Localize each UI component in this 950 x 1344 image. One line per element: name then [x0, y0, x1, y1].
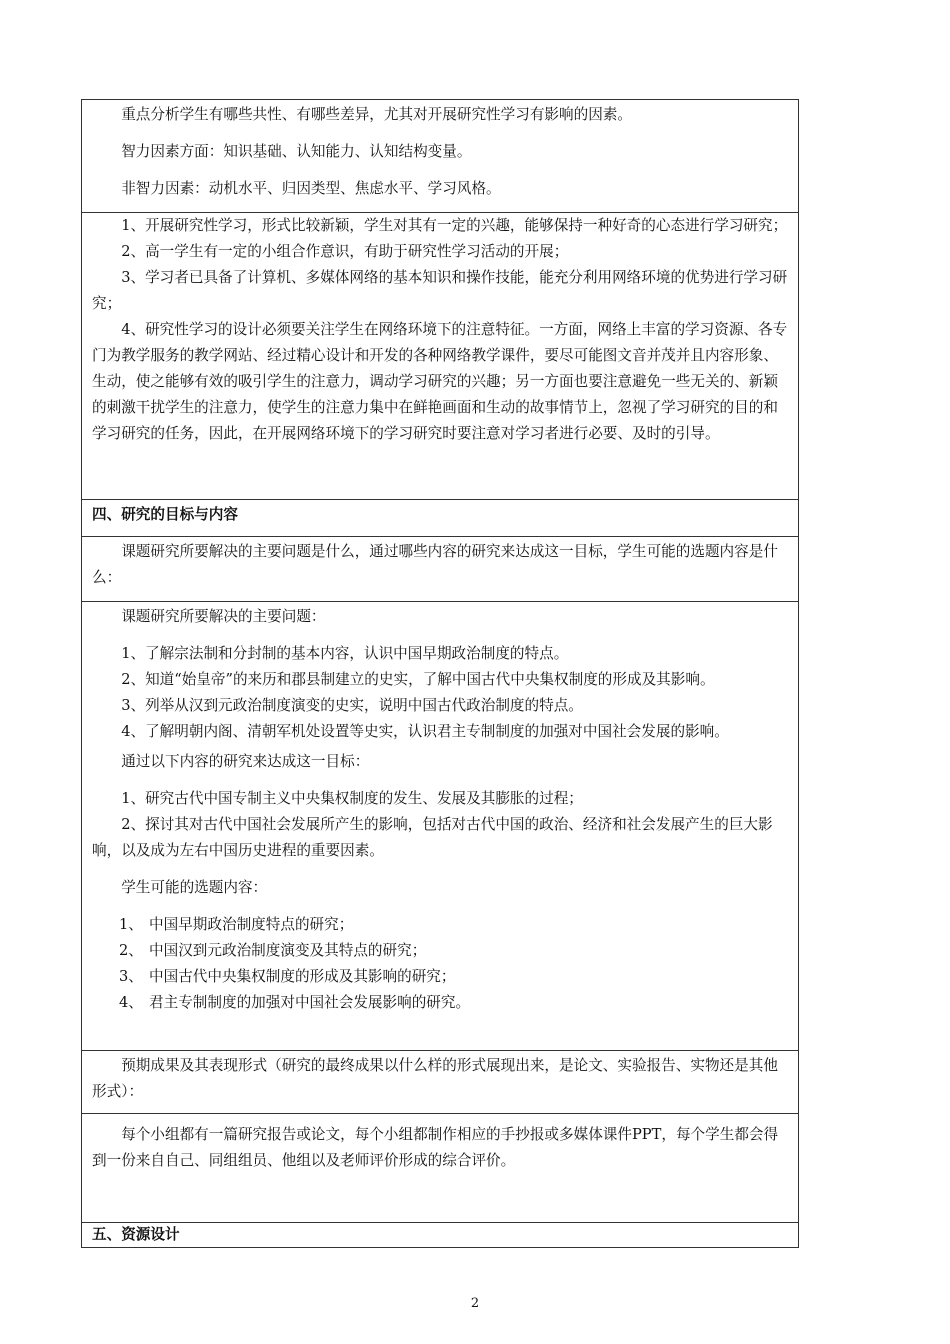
section-heading: 五、资源设计 [92, 1226, 180, 1243]
topic-item: 2、 中国汉到元政治制度演变及其特点的研究； [119, 942, 427, 959]
analysis-line: 非智力因素：动机水平、归因类型、焦虑水平、学习风格。 [121, 180, 501, 197]
topic-item: 1、 中国早期政治制度特点的研究； [119, 916, 354, 933]
feature-item: 3、学习者已具备了计算机、多媒体网络的基本知识和操作技能，能充分利用网络环境的优势进行学习研究； [92, 269, 788, 312]
means-item: 1、研究古代中国专制主义中央集权制度的发生、发展及其膨胀的过程； [121, 790, 583, 807]
section4-prompt-row [82, 537, 799, 602]
section-heading: 四、研究的目标与内容 [92, 506, 238, 523]
feature-item: 4、研究性学习的设计必须要关注学生在网络环境下的注意特征。一方面，网络上丰富的学习资源、各专门为教学服务的教学网站、经过精心设计和开发的各种网络教学课件，要尽可能图文音并茂并且内容形象、生动，使之能够有效的吸引学生的注意力，调动学习研究的兴趣；另一方面也要注意避免一些无关的、新颖的刺激干扰学生的注意力，使学生的注意力集中在鲜艳画面和生动的故事情节上，忽视了学习研究的目的和学习研究的任务，因此，在开展网络环境下的学习研究时要注意对学习者进行必要、及时的引导。 [92, 321, 788, 442]
analysis-row [82, 100, 799, 213]
means-item: 2、探讨其对古代中国社会发展所产生的影响，包括对古代中国的政治、经济和社会发展产生的巨大影响，以及成为左右中国历史进程的重要因素。 [92, 816, 773, 859]
means-title: 通过以下内容的研究来达成这一目标： [121, 753, 370, 770]
section5-heading-row [82, 1223, 799, 1248]
problems-title: 课题研究所要解决的主要问题： [121, 608, 326, 625]
section-prompt: 课题研究所要解决的主要问题是什么，通过哪些内容的研究来达成这一目标，学生可能的选题内容是什么： [92, 543, 778, 586]
problem-item: 2、知道“始皇帝”的来历和郡县制建立的史实，了解中国古代中央集权制度的形成及其影响。 [121, 671, 715, 688]
problem-item: 4、了解明朝内阁、清朝军机处设置等史实，认识君主专制制度的加强对中国社会发展的影响。 [121, 723, 729, 740]
feature-item: 1、开展研究性学习，形式比较新颖，学生对其有一定的兴趣，能够保持一种好奇的心态进行学习研究； [121, 217, 788, 234]
topic-item: 3、 中国古代中央集权制度的形成及其影响的研究； [119, 968, 456, 985]
analysis-line: 智力因素方面：知识基础、认知能力、认知结构变量。 [121, 143, 472, 160]
outcome-row [82, 1114, 799, 1223]
topics-title: 学生可能的选题内容： [121, 879, 268, 896]
outcome-text: 每个小组都有一篇研究报告或论文，每个小组都制作相应的手抄报或多媒体课件PPT，每个学生都会得到一份来自自己、同组组员、他组以及老师评价形成的综合评价。 [92, 1126, 779, 1169]
analysis-line: 重点分析学生有哪些共性、有哪些差异，尤其对开展研究性学习有影响的因素。 [121, 106, 632, 123]
section4-content-row [82, 602, 799, 1051]
page-number: 2 [470, 1296, 480, 1311]
outcome-prompt-row [82, 1051, 799, 1114]
design-table [81, 99, 799, 1248]
topic-item: 4、 君主专制制度的加强对中国社会发展影响的研究。 [119, 994, 471, 1011]
section4-heading-row [82, 500, 799, 537]
feature-item: 2、高一学生有一定的小组合作意识，有助于研究性学习活动的开展； [121, 243, 569, 260]
problem-item: 1、了解宗法制和分封制的基本内容，认识中国早期政治制度的特点。 [121, 645, 569, 662]
outcome-prompt: 预期成果及其表现形式（研究的最终成果以什么样的形式展现出来，是论文、实验报告、实物还是其他形式）： [92, 1057, 778, 1100]
problem-item: 3、列举从汉到元政治制度演变的史实，说明中国古代政治制度的特点。 [121, 697, 583, 714]
features-row [82, 213, 799, 500]
